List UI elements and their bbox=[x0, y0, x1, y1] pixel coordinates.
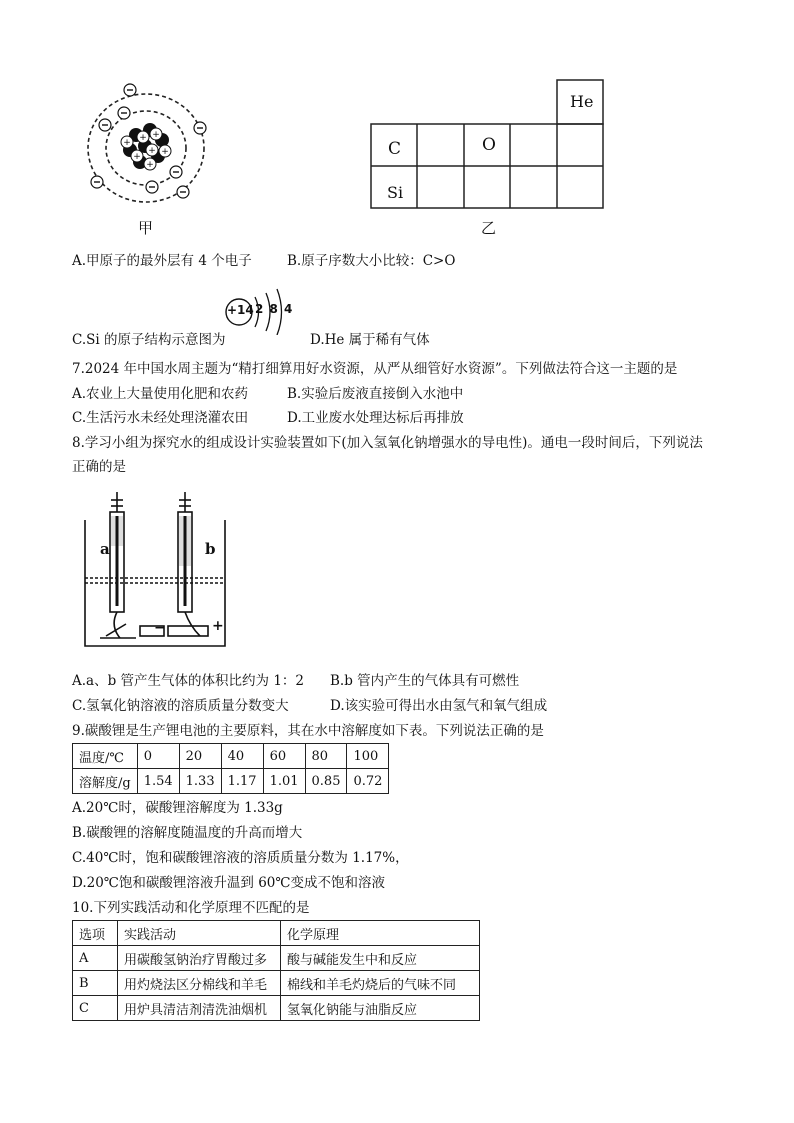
svg-text:+: + bbox=[146, 160, 154, 170]
q7-stem: 7.2024 年中国水周主题为“精打细算用好水资源，从严从细管好水资源”。下列做法符合这一主题的是 bbox=[72, 361, 678, 377]
solubility-cell: 1.33 bbox=[179, 769, 221, 794]
svg-text:+: + bbox=[148, 146, 156, 156]
table-row bbox=[73, 946, 480, 971]
temperature-row bbox=[73, 744, 389, 769]
element-si: Si bbox=[387, 183, 404, 202]
svg-text:+: + bbox=[152, 130, 160, 140]
q7-option-d: D.工业废水处理达标后再排放 bbox=[287, 410, 464, 426]
svg-text:+: + bbox=[133, 152, 141, 162]
q9-option-b: B.碳酸锂的溶解度随温度的升高而增大 bbox=[72, 825, 303, 841]
temp-cell: 40 bbox=[221, 744, 263, 769]
atom-model-icon bbox=[80, 80, 220, 215]
q6-option-c: C.Si 的原子结构示意图为 bbox=[72, 332, 226, 348]
si-shell-electrons: 2 8 4 bbox=[255, 302, 294, 316]
atom-model-figure bbox=[80, 80, 220, 215]
element-o: O bbox=[482, 135, 496, 155]
q7-option-b: B.实验后废液直接倒入水池中 bbox=[287, 386, 464, 402]
table-row bbox=[73, 971, 480, 996]
row-principle: 棉线和羊毛灼烧后的气味不同 bbox=[281, 971, 480, 996]
tube-a-label: a bbox=[100, 540, 110, 558]
svg-text:+: + bbox=[139, 133, 147, 143]
svg-text:+: + bbox=[123, 138, 131, 148]
row-activity: 用碳酸氢钠治疗胃酸过多 bbox=[118, 946, 281, 971]
row-principle: 酸与碱能发生中和反应 bbox=[281, 946, 480, 971]
q7-option-c: C.生活污水未经处理浇灌农田 bbox=[72, 410, 249, 426]
q8-option-b: B.b 管内产生的气体具有可燃性 bbox=[330, 673, 520, 689]
q7-option-a: A.农业上大量使用化肥和农药 bbox=[72, 386, 249, 402]
q9-option-d: D.20℃饱和碳酸锂溶液升温到 60℃变成不饱和溶液 bbox=[72, 875, 385, 891]
solubility-row bbox=[73, 769, 389, 794]
figure-jia-caption: 甲 bbox=[138, 219, 154, 237]
row-option: B bbox=[73, 971, 118, 996]
element-c: C bbox=[388, 139, 402, 159]
solubility-table bbox=[72, 743, 389, 794]
svg-text:+: + bbox=[161, 147, 169, 157]
negative-terminal: − bbox=[154, 620, 166, 636]
row-option: A bbox=[73, 946, 118, 971]
practice-principle-table bbox=[72, 920, 480, 1021]
solubility-cell: 0.85 bbox=[305, 769, 347, 794]
solubility-cell: 1.17 bbox=[221, 769, 263, 794]
solubility-cell: 1.54 bbox=[137, 769, 179, 794]
q8-option-a: A.a、b 管产生气体的体积比约为 1：2 bbox=[72, 673, 304, 689]
row-principle: 氢氧化钠能与油脂反应 bbox=[281, 996, 480, 1021]
si-nucleus-charge: +14 bbox=[227, 303, 254, 317]
tube-b-label: b bbox=[205, 540, 216, 558]
temp-cell: 20 bbox=[179, 744, 221, 769]
table-header-row bbox=[73, 921, 480, 946]
row-activity: 用炉具清洁剂清洗油烟机 bbox=[118, 996, 281, 1021]
temp-cell: 0 bbox=[137, 744, 179, 769]
temp-cell: 60 bbox=[263, 744, 305, 769]
row-activity: 用灼烧法区分棉线和羊毛 bbox=[118, 971, 281, 996]
solubility-cell: 0.72 bbox=[347, 769, 389, 794]
figure-yi-caption: 乙 bbox=[481, 219, 497, 237]
q6-option-b: B.原子序数大小比较：C>O bbox=[287, 253, 456, 269]
header-activity: 实践活动 bbox=[118, 921, 281, 946]
q9-option-c: C.40℃时，饱和碳酸锂溶液的溶质质量分数为 1.17%， bbox=[72, 850, 409, 866]
header-option: 选项 bbox=[73, 921, 118, 946]
row-option: C bbox=[73, 996, 118, 1021]
solubility-label: 溶解度/g bbox=[73, 769, 138, 794]
temperature-label: 温度/℃ bbox=[73, 744, 138, 769]
q8-stem-line-1: 8.学习小组为探究水的组成设计实验装置如下(加入氢氧化钠增强水的导电性)。通电一段时间后，下列说法 bbox=[72, 435, 703, 451]
q9-option-a: A.20℃时，碳酸锂溶解度为 1.33g bbox=[72, 800, 283, 816]
solubility-cell: 1.01 bbox=[263, 769, 305, 794]
q8-stem-line-2: 正确的是 bbox=[72, 459, 126, 475]
header-principle: 化学原理 bbox=[281, 921, 480, 946]
temp-cell: 100 bbox=[347, 744, 389, 769]
q8-option-c: C.氢氧化钠溶液的溶质质量分数变大 bbox=[72, 698, 289, 714]
q6-option-d: D.He 属于稀有气体 bbox=[310, 332, 430, 348]
element-he: He bbox=[570, 92, 594, 111]
q10-stem: 10.下列实践活动和化学原理不匹配的是 bbox=[72, 900, 310, 916]
q8-option-d: D.该实验可得出水由氢气和氧气组成 bbox=[330, 698, 548, 714]
q6-option-a: A.甲原子的最外层有 4 个电子 bbox=[72, 253, 252, 269]
temp-cell: 80 bbox=[305, 744, 347, 769]
table-row bbox=[73, 996, 480, 1021]
q9-stem: 9.碳酸锂是生产锂电池的主要原料，其在水中溶解度如下表。下列说法正确的是 bbox=[72, 723, 544, 739]
positive-terminal: + bbox=[212, 618, 224, 634]
